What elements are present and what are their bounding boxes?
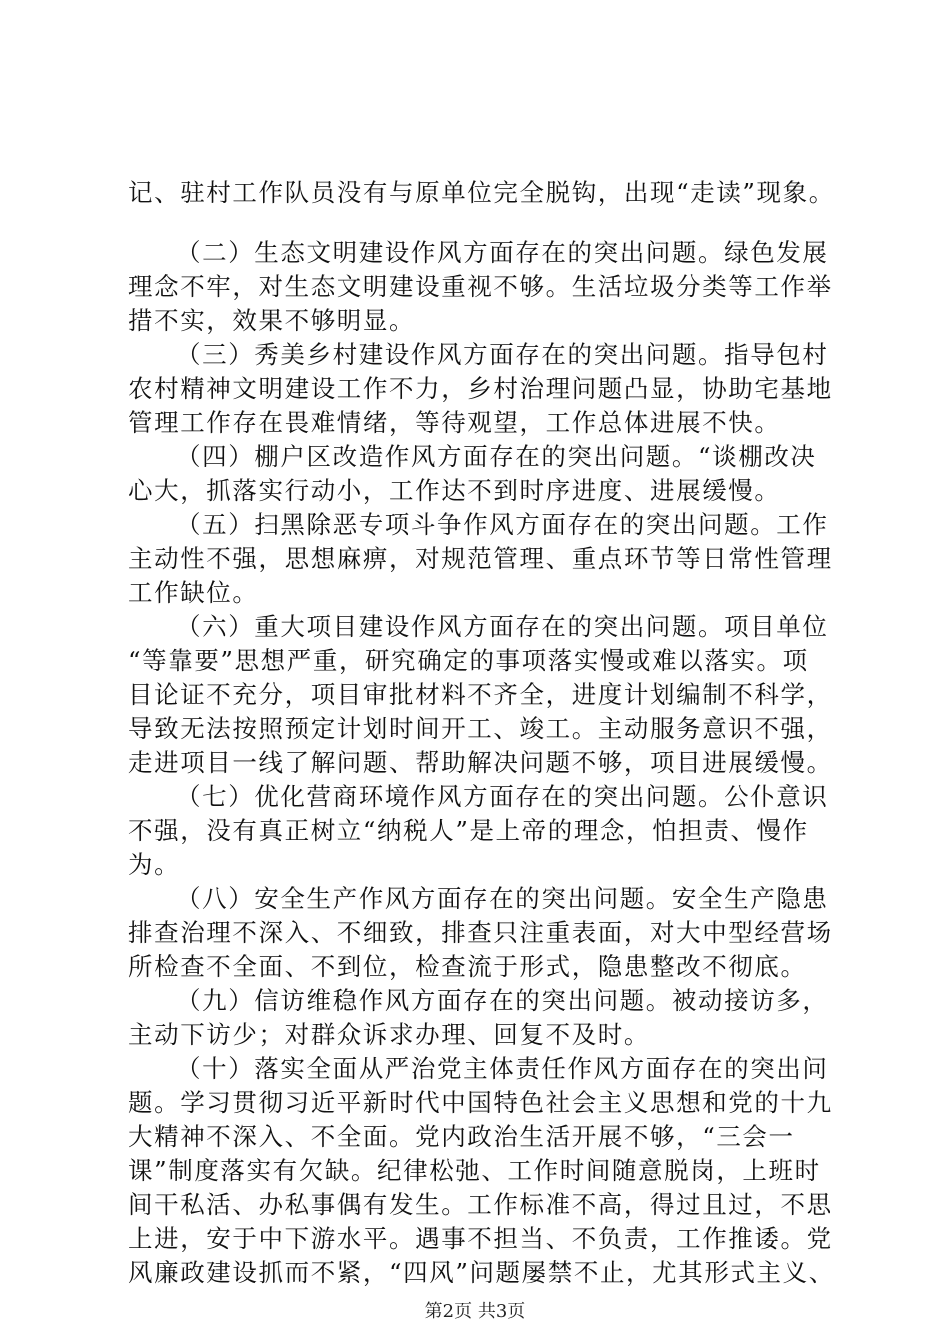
paragraph-heading-line: （十）落实全面从严治党主体责任作风方面存在的突出问 xyxy=(176,1054,829,1083)
text-line: 课”制度落实有欠缺。纪律松弛、工作时间随意脱岗，上班时 xyxy=(128,1156,821,1185)
paragraph-heading-line: （七）优化营商环境作风方面存在的突出问题。公仆意识 xyxy=(176,782,829,811)
text-line: 大精神不深入、不全面。党内政治生活开展不够，“三会一 xyxy=(128,1122,795,1151)
paragraph-heading-line: （五）扫黑除恶专项斗争作风方面存在的突出问题。工作 xyxy=(176,510,829,539)
paragraph-heading-line: （八）安全生产作风方面存在的突出问题。安全生产隐患 xyxy=(176,884,829,913)
text-line: 记、驻村工作队员没有与原单位完全脱钩，出现“走读”现象。 xyxy=(128,178,835,207)
paragraph-heading-line: （九）信访维稳作风方面存在的突出问题。被动接访多， xyxy=(176,986,829,1015)
page-number-footer: 第2页 共3页 xyxy=(424,1301,526,1322)
text-line: 措不实，效果不够明显。 xyxy=(128,306,416,335)
paragraph-heading-line: （四）棚户区改造作风方面存在的突出问题。“谈棚改决 xyxy=(176,442,817,471)
text-line: 管理工作存在畏难情绪，等待观望，工作总体进展不快。 xyxy=(128,408,781,437)
paragraph-heading-line: （三）秀美乡村建设作风方面存在的突出问题。指导包村 xyxy=(176,340,829,369)
text-line: 工作缺位。 xyxy=(128,578,259,607)
text-line: 目论证不充分，项目审批材料不齐全，进度计划编制不科学， xyxy=(128,680,833,709)
text-line: 题。学习贯彻习近平新时代中国特色社会主义思想和党的十九 xyxy=(128,1088,833,1117)
text-line: 间干私活、办私事偶有发生。工作标准不高，得过且过，不思 xyxy=(128,1190,833,1219)
text-line: 理念不牢，对生态文明建设重视不够。生活垃圾分类等工作举 xyxy=(128,272,833,301)
text-line: “等靠要”思想严重，研究确定的事项落实慢或难以落实。项 xyxy=(128,646,809,675)
text-line: 导致无法按照预定计划时间开工、竣工。主动服务意识不强， xyxy=(128,714,833,743)
paragraph-heading-line: （二）生态文明建设作风方面存在的突出问题。绿色发展 xyxy=(176,238,829,267)
text-line: 上进，安于中下游水平。遇事不担当、不负责，工作推诿。党 xyxy=(128,1224,833,1253)
text-line: 排查治理不深入、不细致，排查只注重表面，对大中型经营场 xyxy=(128,918,833,947)
text-line: 心大，抓落实行动小，工作达不到时序进度、进展缓慢。 xyxy=(128,476,781,505)
text-line: 主动下访少；对群众诉求办理、回复不及时。 xyxy=(128,1020,650,1049)
paragraph-heading-line: （六）重大项目建设作风方面存在的突出问题。项目单位 xyxy=(176,612,829,641)
text-line: 风廉政建设抓而不紧，“四风”问题屡禁不止，尤其形式主义、 xyxy=(128,1258,835,1287)
text-line: 走进项目一线了解问题、帮助解决问题不够，项目进展缓慢。 xyxy=(128,748,833,777)
text-line: 不强，没有真正树立“纳税人”是上帝的理念，怕担责、慢作 xyxy=(128,816,809,845)
text-line: 主动性不强，思想麻痹，对规范管理、重点环节等日常性管理 xyxy=(128,544,833,573)
text-line: 为。 xyxy=(128,850,181,879)
text-line: 所检查不全面、不到位，检查流于形式，隐患整改不彻底。 xyxy=(128,952,807,981)
text-line: 农村精神文明建设工作不力，乡村治理问题凸显，协助宅基地 xyxy=(128,374,833,403)
